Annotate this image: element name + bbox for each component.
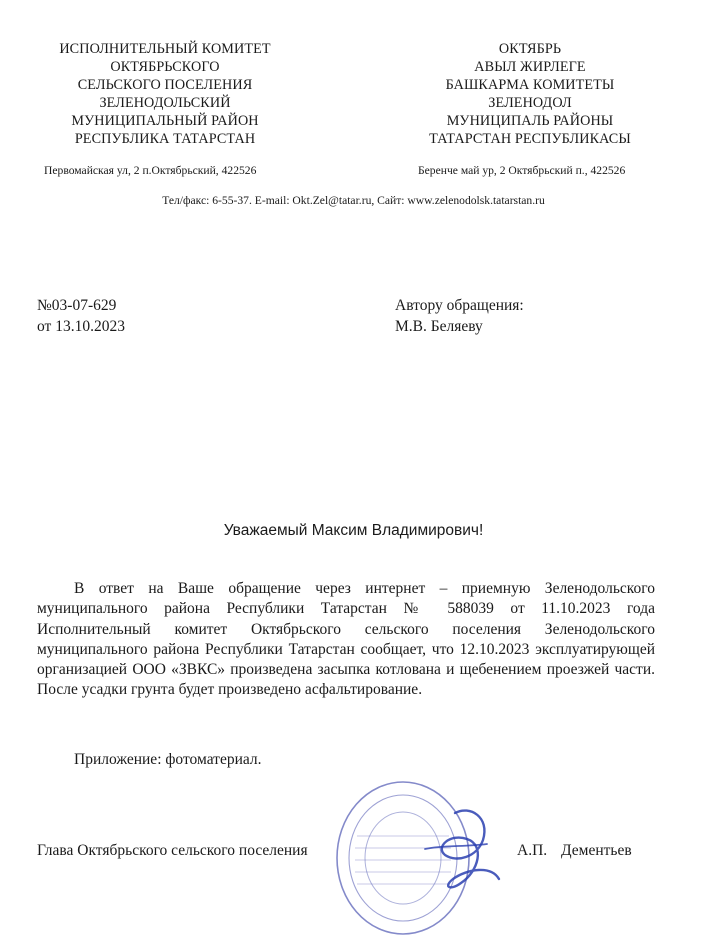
header-right-line: ЗЕЛЕНОДОЛ <box>488 95 572 111</box>
signatory-title: Глава Октябрьского сельского поселения <box>37 842 308 859</box>
header-left-line: СЕЛЬСКОГО ПОСЕЛЕНИЯ <box>77 77 253 93</box>
attachment-note: Приложение: фотоматериал. <box>74 751 262 768</box>
contacts-line: Тел/факс: 6-55-37. E-mail: Okt.Zel@tatar.ru, Сайт: www.zelenodolsk.tatarstan.ru <box>162 194 545 207</box>
header-left-line: ОКТЯБРЬСКОГО <box>110 59 220 75</box>
header-right-line: БАШКАРМА КОМИТЕТЫ <box>445 77 615 93</box>
header-left-line: МУНИЦИПАЛЬНЫЙ РАЙОН <box>71 113 259 129</box>
reference-number: №03-07-629 <box>37 297 117 314</box>
addressee-line2: М.В. Беляеву <box>395 318 483 335</box>
header-left-line: ИСПОЛНИТЕЛЬНЫЙ КОМИТЕТ <box>59 41 271 57</box>
signatory-name: А.П. Дементьев <box>517 842 632 859</box>
reference-block <box>37 295 125 337</box>
addressee-block <box>395 295 524 337</box>
header-left-org <box>30 40 300 148</box>
address-left: Первомайская ул, 2 п.Октябрьский, 422526 <box>44 164 257 177</box>
handwritten-signature <box>395 795 515 905</box>
reference-date: от 13.10.2023 <box>37 318 125 335</box>
signature-stroke <box>442 811 499 888</box>
header-right-line: АВЫЛ ЖИРЛЕГЕ <box>474 59 586 75</box>
header-left-line: РЕСПУБЛИКА ТАТАРСТАН <box>74 131 256 147</box>
address-right: Беренче май ур, 2 Октябрьский п., 422526 <box>418 164 626 177</box>
header-right-line: ТАТАРСТАН РЕСПУБЛИКАСЫ <box>429 131 631 147</box>
addressee-line1: Автору обращения: <box>395 297 524 314</box>
header-right-line: ОКТЯБРЬ <box>498 41 562 57</box>
header-left-line: ЗЕЛЕНОДОЛЬСКИЙ <box>99 95 231 111</box>
greeting: Уважаемый Максим Владимирович! <box>223 522 484 539</box>
header-right-line: МУНИЦИПАЛЬ РАЙОНЫ <box>446 113 614 129</box>
body-paragraph: В ответ на Ваше обращение через интернет – приемную Зеленодольского муниципального района Республики Татарстан № 588039 от 11.10.2023 года Исполнительный комитет Октябрьского сельского поселения Зеленодольского муниципального района Республики Татарстан сообщает, что 12.10.2023 эксплуатирующей организацией ООО «ЗВКС» произведена засыпка котлована и щебенением проезжей части. После усадки грунта будет произведено асфальтирование. <box>37 580 655 699</box>
header-right-org <box>395 40 665 148</box>
